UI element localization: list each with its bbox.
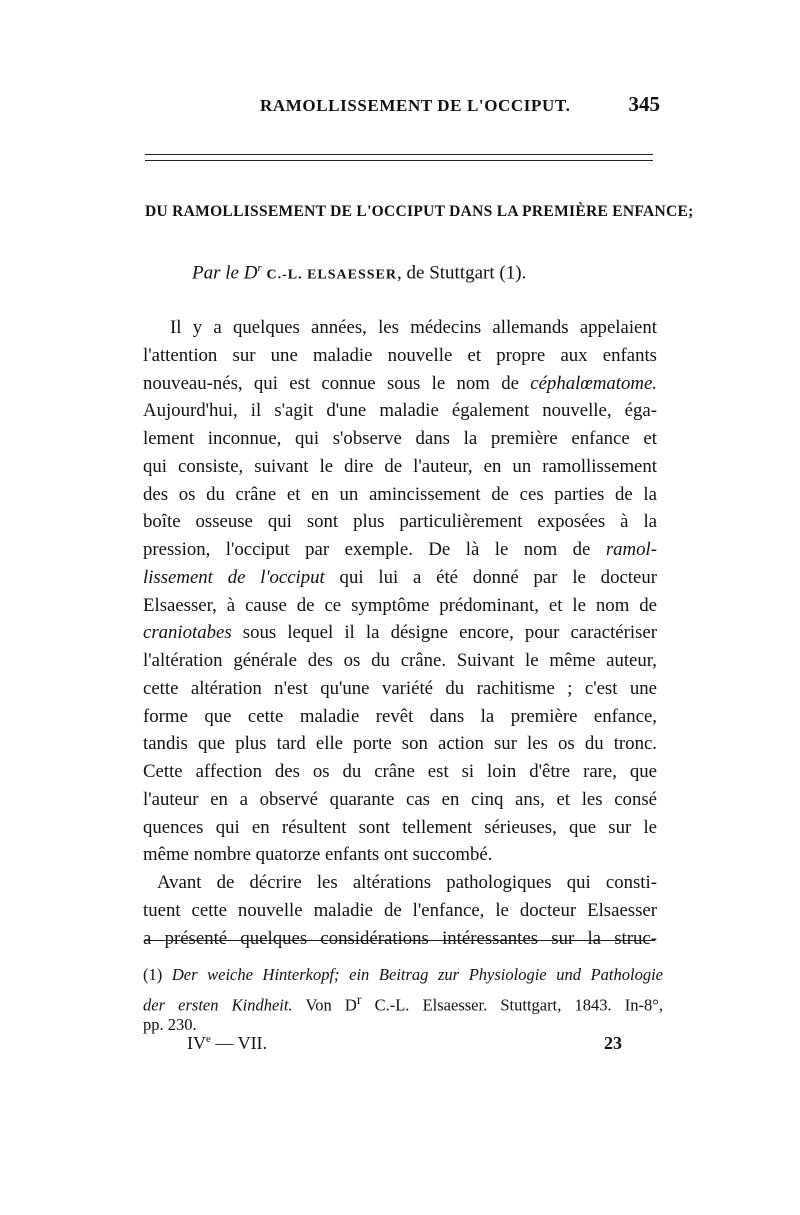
- byline-suffix: , de Stuttgart (1).: [397, 262, 527, 284]
- italic-term: céphalœmatome.: [530, 372, 657, 394]
- footnote-line: [143, 962, 663, 987]
- text-line: lement inconnue, qui s'observe dans la première enfance et: [143, 428, 657, 449]
- article-title: DU RAMOLLISSEMENT DE L'OCCIPUT DANS LA PREMIÈRE ENFANCE;: [145, 203, 694, 220]
- footnote-book-title-cont: der ersten Kindheit.: [143, 995, 293, 1015]
- page-number: 345: [628, 92, 660, 116]
- footnote: [143, 962, 663, 1037]
- text-line: tuent cette nouvelle maladie de l'enfance, le docteur Elsaesser: [143, 899, 657, 921]
- text-line: Cette affection des os du crâne est si loin d'être rare, que: [143, 761, 657, 782]
- text-segment: sous lequel il la désigne encore, pour caractériser: [231, 622, 657, 644]
- text-line: même nombre quatorze enfants ont succombé.: [143, 844, 493, 866]
- body-text: [143, 314, 657, 952]
- byline-prefix: Par le D: [192, 262, 258, 284]
- signature-line: [187, 1033, 622, 1057]
- text-line: quences qui en résultent sont tellement sérieuses, que sur le: [143, 816, 657, 838]
- text-line: tandis que plus tard elle porte son action sur les os du tronc.: [143, 733, 657, 755]
- running-title: RAMOLLISSEMENT DE L'OCCIPUT.: [260, 96, 571, 115]
- signature-volume-number: IV: [187, 1033, 206, 1053]
- signature-volume: [187, 1033, 267, 1054]
- signature-volume-rest: — VII.: [210, 1033, 268, 1053]
- text-line: Elsaesser, à cause de ce symptôme prédominant, et le nom de: [143, 594, 657, 616]
- text-line: Avant de décrire les altérations pathologiques qui consti-: [157, 872, 657, 893]
- text-line: des os du crâne et en un amincissement de ces parties de la: [143, 483, 657, 505]
- text-line: qui consiste, suivant le dire de l'auteur, en un ramollissement: [143, 455, 657, 477]
- text-line: l'attention sur une maladie nouvelle et propre aux enfants: [143, 344, 657, 366]
- header-double-rule: [145, 154, 653, 161]
- text-line: l'auteur en a observé quarante cas en cinq ans, et les consé: [143, 788, 657, 810]
- text-line: [143, 619, 657, 647]
- footnote-publication: C.-L. Elsaesser. Stuttgart, 1843. In-8°,: [361, 995, 663, 1015]
- text-segment: nouveau-nés, qui est connue sous le nom de: [143, 372, 531, 394]
- text-line: boîte osseuse qui sont plus particulièrement exposées à la: [143, 511, 657, 533]
- signature-volume-sup: e: [206, 1033, 211, 1045]
- byline-author: C.-L. ELSAESSER: [266, 267, 398, 283]
- footnote-line: pp. 230.: [143, 1015, 197, 1034]
- footnote-line: [143, 987, 663, 1015]
- text-segment: qui lui a été donné par le docteur: [324, 566, 657, 588]
- byline-prefix-sup: r: [257, 262, 262, 274]
- text-segment: pression, l'occiput par exemple. De là le nom de: [143, 539, 606, 560]
- italic-term: lissement de l'occiput: [143, 566, 325, 588]
- text-line: [143, 536, 657, 564]
- footnote-author: Von D: [292, 995, 357, 1015]
- text-line: cette altération n'est qu'une variété du rachitisme ; c'est une: [143, 677, 657, 699]
- text-line: a présenté quelques considérations intéressantes sur la struc-: [143, 927, 657, 949]
- text-line: forme que cette maladie revêt dans la première enfance,: [143, 705, 657, 727]
- footnote-author-sup: r: [356, 992, 362, 1007]
- text-line: l'altération générale des os du crâne. Suivant le même auteur,: [143, 650, 657, 671]
- text-line: Aujourd'hui, il s'agit d'une maladie également nouvelle, éga-: [143, 400, 657, 422]
- italic-term: ramol-: [605, 539, 657, 560]
- footnote-book-title: Der weiche Hinterkopf; ein Beitrag zur Physiologie und Pathologie: [171, 965, 663, 984]
- signature-gathering: 23: [604, 1033, 622, 1053]
- italic-term: craniotabes: [143, 622, 232, 644]
- footnote-rule: [145, 940, 655, 941]
- text-line: [143, 370, 657, 398]
- text-line: Il y a quelques années, les médecins allemands appelaient: [170, 317, 657, 338]
- running-head: [145, 92, 660, 122]
- footnote-marker: (1): [143, 965, 172, 984]
- text-line: [143, 564, 657, 592]
- byline: [192, 262, 526, 284]
